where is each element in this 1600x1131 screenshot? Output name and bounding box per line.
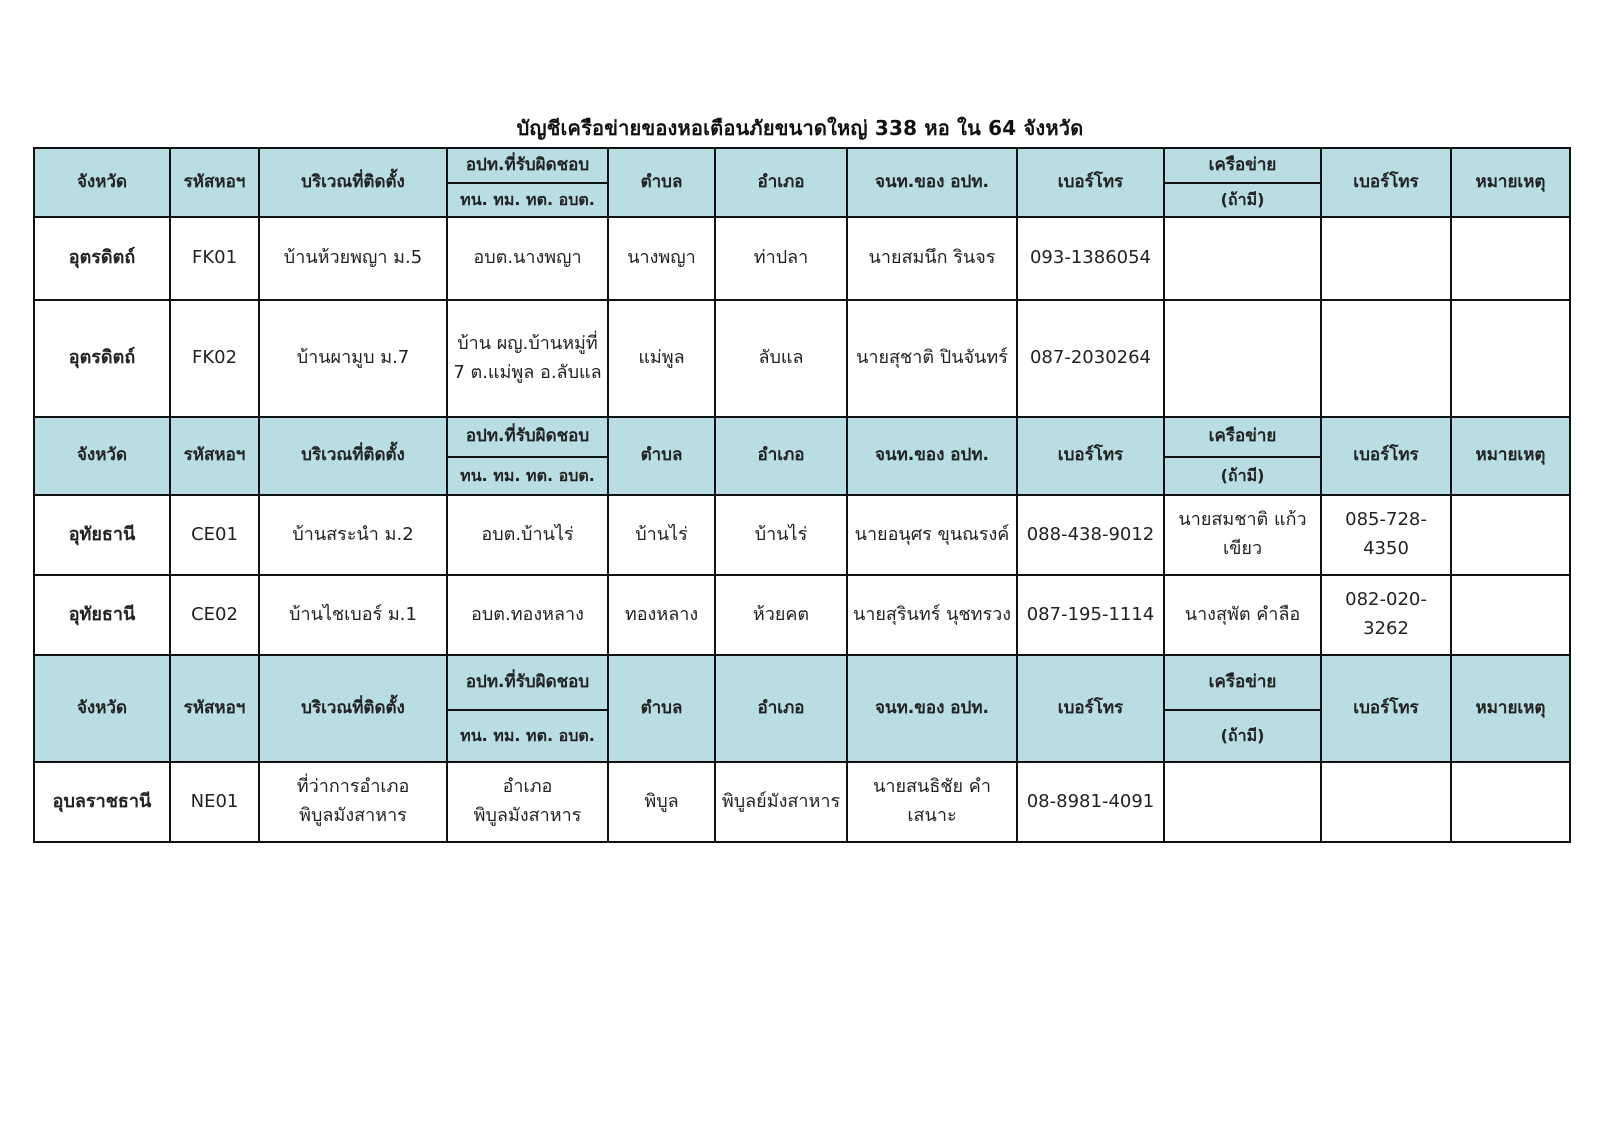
cell-network-phone: 082-020-3262 xyxy=(1321,575,1451,655)
cell-location: บ้านห้วยพญา ม.5 xyxy=(259,217,447,300)
header-phone: เบอร์โทร xyxy=(1017,148,1164,217)
table-row xyxy=(34,217,1570,300)
header-province: จังหวัด xyxy=(34,655,170,762)
header-network-phone: เบอร์โทร xyxy=(1321,655,1451,762)
cell-tower-code: FK02 xyxy=(170,300,259,417)
header-row-top xyxy=(34,417,1570,457)
header-lao-responsible: อปท.ที่รับผิดชอบ xyxy=(447,417,608,457)
cell-network: นางสุพัต คำลือ xyxy=(1164,575,1321,655)
cell-officer: นายสุชาติ ปินจันทร์ xyxy=(847,300,1017,417)
cell-location: บ้านสระนำ ม.2 xyxy=(259,495,447,575)
cell-location: ที่ว่าการอำเภอพิบูลมังสาหาร xyxy=(259,762,447,842)
header-district: อำเภอ xyxy=(715,655,847,762)
document-title: บัญชีเครือข่ายของหอเตือนภัยขนาดใหญ่ 338 หอ ใน 64 จังหวัด xyxy=(516,116,1084,140)
header-row-top xyxy=(34,148,1570,183)
cell-tower-code: NE01 xyxy=(170,762,259,842)
header-phone: เบอร์โทร xyxy=(1017,417,1164,495)
cell-province: อุบลราชธานี xyxy=(34,762,170,842)
cell-network-phone xyxy=(1321,217,1451,300)
cell-location: บ้านผามูบ ม.7 xyxy=(259,300,447,417)
cell-phone: 087-2030264 xyxy=(1017,300,1164,417)
cell-subdistrict: ทองหลาง xyxy=(608,575,715,655)
header-network-phone: เบอร์โทร xyxy=(1321,417,1451,495)
cell-district: ท่าปลา xyxy=(715,217,847,300)
header-lao-types: ทน. ทม. ทต. อบต. xyxy=(447,710,608,762)
header-tower-code: รหัสหอฯ xyxy=(170,655,259,762)
table-row xyxy=(34,495,1570,575)
header-location: บริเวณที่ติดตั้ง xyxy=(259,655,447,762)
header-tower-code: รหัสหอฯ xyxy=(170,417,259,495)
cell-officer: นายสมนึก รินจร xyxy=(847,217,1017,300)
header-remark: หมายเหตุ xyxy=(1451,417,1570,495)
header-tower-code: รหัสหอฯ xyxy=(170,148,259,217)
table-row xyxy=(34,575,1570,655)
cell-lao: บ้าน ผญ.บ้านหมู่ที่ 7 ต.แม่พูล อ.ลับแล xyxy=(447,300,608,417)
header-lao-officer: จนท.ของ อปท. xyxy=(847,417,1017,495)
header-location: บริเวณที่ติดตั้ง xyxy=(259,417,447,495)
header-subdistrict: ตำบล xyxy=(608,417,715,495)
cell-subdistrict: บ้านไร่ xyxy=(608,495,715,575)
cell-province: อุทัยธานี xyxy=(34,495,170,575)
header-remark: หมายเหตุ xyxy=(1451,655,1570,762)
cell-phone: 093-1386054 xyxy=(1017,217,1164,300)
cell-network: นายสมชาติ แก้วเขียว xyxy=(1164,495,1321,575)
cell-district: พิบูลย์มังสาหาร xyxy=(715,762,847,842)
cell-network-phone xyxy=(1321,762,1451,842)
header-lao-types: ทน. ทม. ทต. อบต. xyxy=(447,183,608,217)
cell-phone: 088-438-9012 xyxy=(1017,495,1164,575)
header-province: จังหวัด xyxy=(34,417,170,495)
header-subdistrict: ตำบล xyxy=(608,148,715,217)
header-remark: หมายเหตุ xyxy=(1451,148,1570,217)
header-subdistrict: ตำบล xyxy=(608,655,715,762)
cell-remark xyxy=(1451,575,1570,655)
cell-lao: อบต.บ้านไร่ xyxy=(447,495,608,575)
cell-lao: อบต.ทองหลาง xyxy=(447,575,608,655)
cell-province: อุตรดิตถ์ xyxy=(34,300,170,417)
cell-phone: 08-8981-4091 xyxy=(1017,762,1164,842)
cell-officer: นายสนธิชัย คำเสนาะ xyxy=(847,762,1017,842)
cell-subdistrict: พิบูล xyxy=(608,762,715,842)
header-lao-responsible: อปท.ที่รับผิดชอบ xyxy=(447,148,608,183)
cell-remark xyxy=(1451,762,1570,842)
header-province: จังหวัด xyxy=(34,148,170,217)
cell-remark xyxy=(1451,217,1570,300)
warning-tower-network-table xyxy=(33,147,1571,843)
cell-tower-code: CE01 xyxy=(170,495,259,575)
header-network: เครือข่าย xyxy=(1164,148,1321,183)
table-row xyxy=(34,300,1570,417)
header-district: อำเภอ xyxy=(715,417,847,495)
cell-remark xyxy=(1451,300,1570,417)
cell-tower-code: FK01 xyxy=(170,217,259,300)
header-network-phone: เบอร์โทร xyxy=(1321,148,1451,217)
header-location: บริเวณที่ติดตั้ง xyxy=(259,148,447,217)
cell-subdistrict: นางพญา xyxy=(608,217,715,300)
cell-network xyxy=(1164,217,1321,300)
cell-district: ห้วยคต xyxy=(715,575,847,655)
cell-district: บ้านไร่ xyxy=(715,495,847,575)
cell-network xyxy=(1164,762,1321,842)
header-if-any: (ถ้ามี) xyxy=(1164,457,1321,495)
cell-network-phone: 085-728-4350 xyxy=(1321,495,1451,575)
header-network: เครือข่าย xyxy=(1164,655,1321,710)
header-lao-responsible: อปท.ที่รับผิดชอบ xyxy=(447,655,608,710)
cell-officer: นายอนุศร ขุนณรงค์ xyxy=(847,495,1017,575)
cell-tower-code: CE02 xyxy=(170,575,259,655)
cell-network xyxy=(1164,300,1321,417)
header-district: อำเภอ xyxy=(715,148,847,217)
cell-remark xyxy=(1451,495,1570,575)
cell-subdistrict: แม่พูล xyxy=(608,300,715,417)
cell-network-phone xyxy=(1321,300,1451,417)
header-phone: เบอร์โทร xyxy=(1017,655,1164,762)
cell-lao: อบต.นางพญา xyxy=(447,217,608,300)
cell-district: ลับแล xyxy=(715,300,847,417)
header-if-any: (ถ้ามี) xyxy=(1164,183,1321,217)
header-lao-officer: จนท.ของ อปท. xyxy=(847,655,1017,762)
header-if-any: (ถ้ามี) xyxy=(1164,710,1321,762)
header-row-top xyxy=(34,655,1570,710)
header-lao-officer: จนท.ของ อปท. xyxy=(847,148,1017,217)
cell-officer: นายสุรินทร์ นุชทรวง xyxy=(847,575,1017,655)
header-lao-types: ทน. ทม. ทต. อบต. xyxy=(447,457,608,495)
cell-location: บ้านไชเบอร์ ม.1 xyxy=(259,575,447,655)
table-row xyxy=(34,762,1570,842)
cell-province: อุตรดิตถ์ xyxy=(34,217,170,300)
header-network: เครือข่าย xyxy=(1164,417,1321,457)
cell-phone: 087-195-1114 xyxy=(1017,575,1164,655)
cell-province: อุทัยธานี xyxy=(34,575,170,655)
cell-lao: อำเภอพิบูลมังสาหาร xyxy=(447,762,608,842)
